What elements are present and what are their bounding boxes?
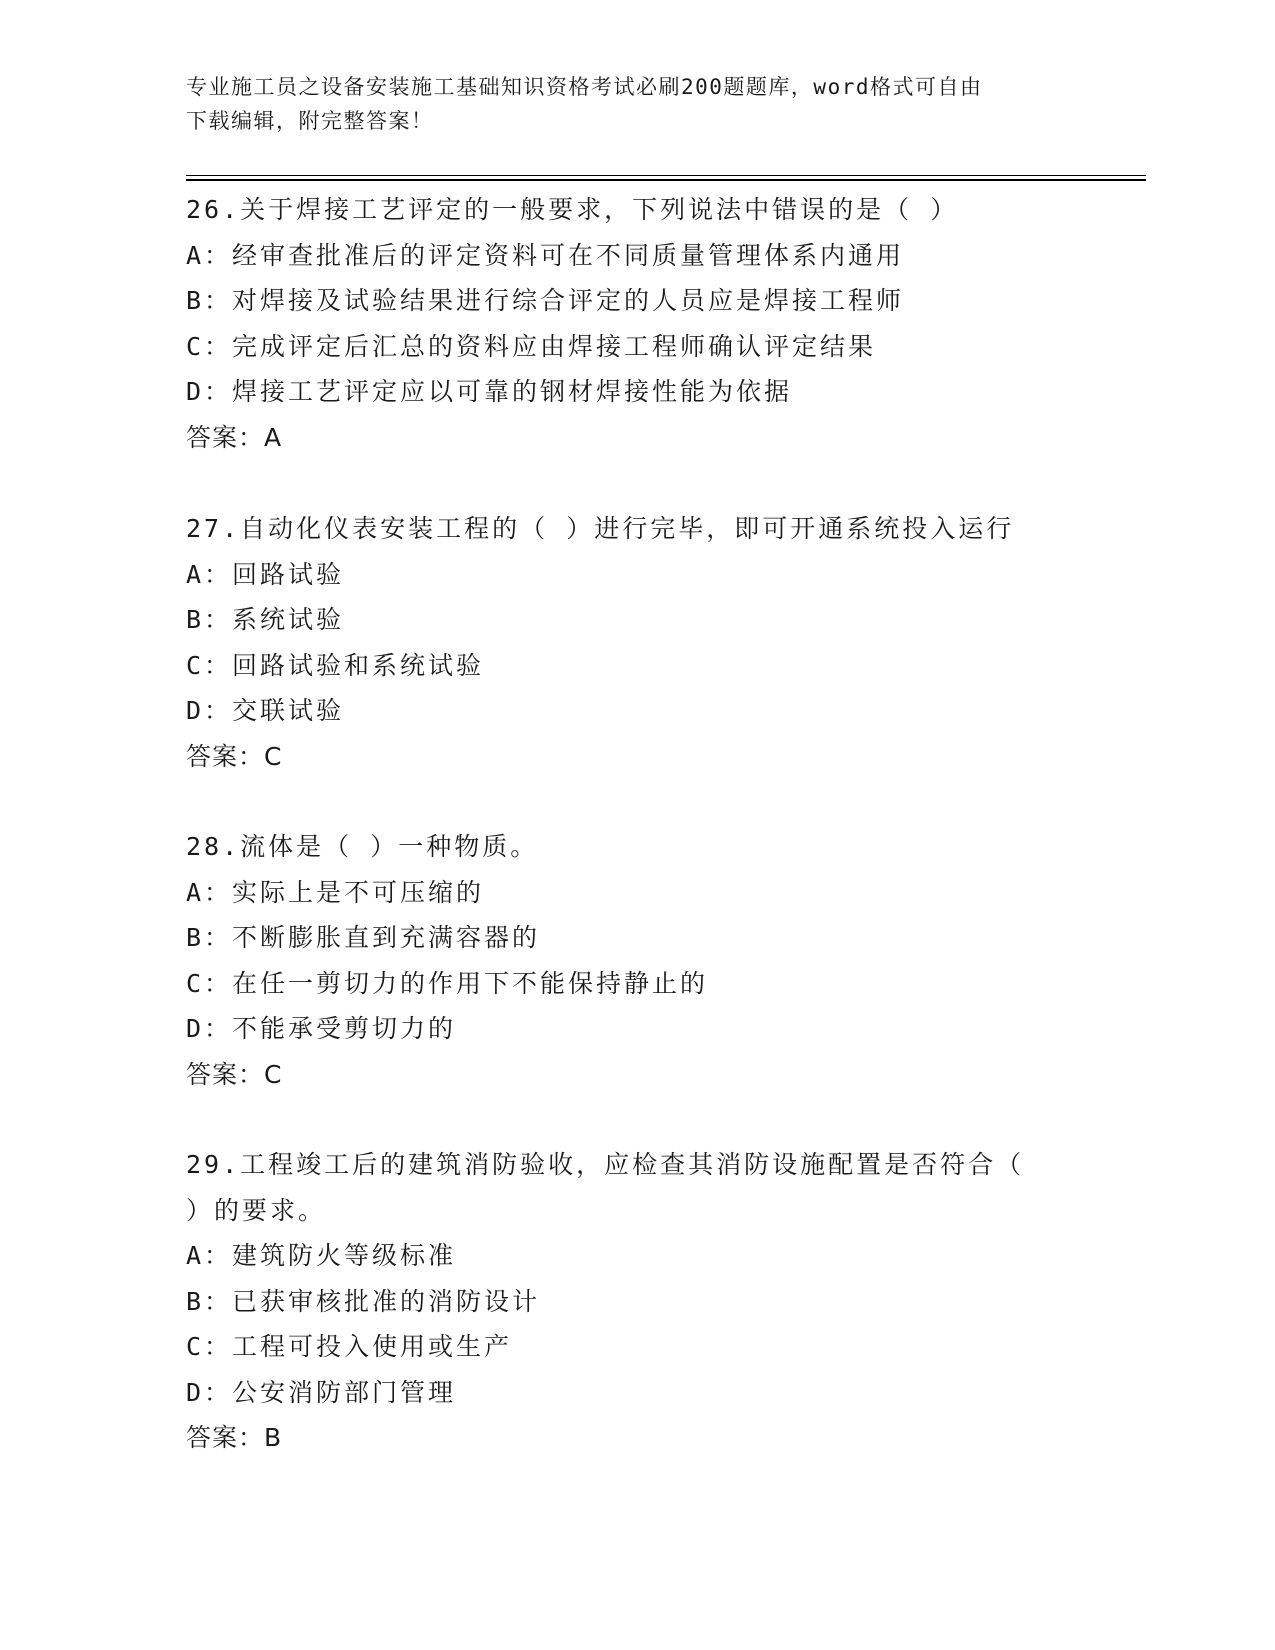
option-d: D：不能承受剪切力的 xyxy=(186,1014,457,1043)
document-header xyxy=(186,70,1066,138)
option-d: D：焊接工艺评定应以可靠的钢材焊接性能为依据 xyxy=(186,377,793,406)
option-c: C：在任一剪切力的作用下不能保持静止的 xyxy=(186,968,709,998)
answer: 答案：C xyxy=(186,741,283,771)
header-title-line-2: 下载编辑，附完整答案！ xyxy=(186,109,434,133)
question-28 xyxy=(186,824,1086,1097)
question-stem: 27.自动化仪表安装工程的（ ）进行完毕，即可开通系统投入运行 xyxy=(186,514,1015,543)
question-stem: 28.流体是（ ）一种物质。 xyxy=(186,832,539,861)
option-b: B：系统试验 xyxy=(186,605,345,634)
option-a: A：建筑防火等级标准 xyxy=(186,1241,457,1270)
option-c: C：回路试验和系统试验 xyxy=(186,650,485,680)
option-d: D：公安消防部门管理 xyxy=(186,1377,457,1407)
option-b: B：对焊接及试验结果进行综合评定的人员应是焊接工程师 xyxy=(186,286,905,315)
option-d: D：交联试验 xyxy=(186,696,345,725)
question-29 xyxy=(186,1142,1086,1461)
option-c: C：工程可投入使用或生产 xyxy=(186,1332,513,1361)
header-divider xyxy=(186,175,1146,181)
question-27 xyxy=(186,506,1086,779)
question-stem: 29.工程竣工后的建筑消防验收，应检查其消防设施配置是否符合（ xyxy=(186,1150,1025,1179)
option-b: B：不断膨胀直到充满容器的 xyxy=(186,923,541,952)
header-title-line-1: 专业施工员之设备安装施工基础知识资格考试必刷200题题库，word格式可自由 xyxy=(186,75,983,99)
question-stem: 26.关于焊接工艺评定的一般要求，下列说法中错误的是（ ） xyxy=(186,195,959,224)
option-c: C：完成评定后汇总的资料应由焊接工程师确认评定结果 xyxy=(186,331,877,361)
answer: 答案：A xyxy=(186,422,283,452)
question-26 xyxy=(186,187,1086,460)
option-b: B：已获审核批准的消防设计 xyxy=(186,1286,541,1316)
question-stem-continued: ）的要求。 xyxy=(186,1195,327,1225)
option-a: A：经审查批准后的评定资料可在不同质量管理体系内通用 xyxy=(186,240,905,270)
option-a: A：实际上是不可压缩的 xyxy=(186,877,485,907)
answer: 答案：C xyxy=(186,1059,283,1089)
answer: 答案：B xyxy=(186,1423,283,1452)
option-a: A：回路试验 xyxy=(186,559,345,589)
